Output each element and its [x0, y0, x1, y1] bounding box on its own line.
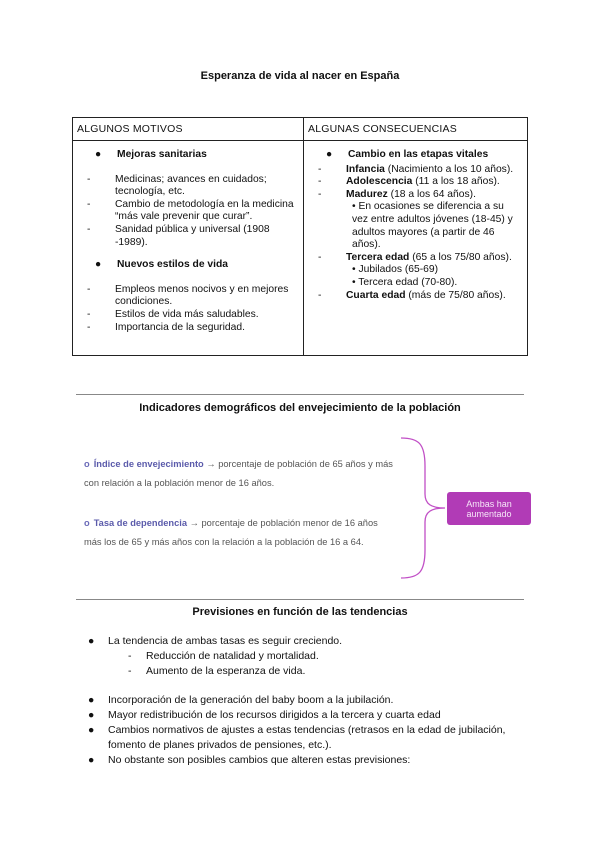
list-item: Cambio de metodología en la medicina “más vale prevenir que curar”.	[115, 198, 294, 223]
curly-brace-icon	[395, 436, 447, 580]
list-item: Tercera edad (65 a los 75/80 años).	[346, 251, 512, 263]
list-item: Madurez (18 a los 64 años).	[346, 188, 476, 200]
motives-table	[72, 117, 528, 356]
consecuencias-cell: ● Cambio en las etapas vitales - Infancia (Nacimiento a los 10 años). - Adolescencia (11 a los 18 años). - Madurez (18 a los 64 años). • En ocasiones se diferencia a su vez entre adultos jóvenes (18-45) y adultos mayores (a partir de 46 años). - Tercera edad (65 a los 75/80 años). • Jubilados (65-69) • Tercera edad (70-80). - Cuarta edad (más de 75/80 años).	[304, 141, 528, 356]
list-item: Infancia (Nacimiento a los 10 años).	[346, 163, 514, 175]
header-motivos: ALGUNOS MOTIVOS	[73, 118, 304, 141]
ambas-aumentado-badge: Ambas han aumentado	[447, 492, 531, 525]
motivos-cell: ● Mejoras sanitarias - Medicinas; avances en cuidados; tecnología, etc. - Cambio de metodología en la medicina “más vale prevenir que curar”. - Sanidad pública y universal (1908 -1989). ● Nuevos estilos de vida - Empleos menos nocivos y en mejores condiciones. - Estilos de vida más saludables. - Importancia de la seguridad.	[73, 141, 304, 356]
list-subitem: Aumento de la esperanza de vida.	[146, 665, 306, 677]
indicator-envejecimiento: o Índice de envejecimiento → porcentaje de población de 65 años y más con relación a la población menor de 16 años.	[84, 459, 393, 488]
list-item: Adolescencia (11 a los 18 años).	[346, 176, 500, 188]
bullet-icon: ●	[326, 149, 333, 160]
list-subitem: • Tercera edad (70-80).	[352, 276, 458, 288]
list-subitem: • En ocasiones se diferencia a su vez entre adultos jóvenes (18-45) y adultos mayores (a partir de 46 años).	[352, 201, 513, 251]
list-subitem: Reducción de natalidad y mortalidad.	[146, 650, 319, 662]
group-title: Mejoras sanitarias	[117, 149, 207, 160]
indicator-dependencia: o Tasa de dependencia → porcentaje de población menor de 16 años más los de 65 y más años con la relación a la población de 16 a 64.	[84, 518, 378, 547]
indicators-title: Indicadores demográficos del envejecimiento de la población	[139, 402, 461, 414]
divider	[76, 599, 524, 600]
list-item: Empleos menos nocivos y en mejores condiciones.	[115, 283, 289, 308]
list-item: Incorporación de la generación del baby boom a la jubilación.	[108, 694, 394, 706]
bullet-icon: ●	[88, 754, 95, 766]
header-consecuencias: ALGUNAS CONSECUENCIAS	[304, 118, 528, 141]
list-item: Cambios normativos de ajustes a estas tendencias (retrasos en la edad de jubilación, fomento de planes privados de pensiones, etc.).	[108, 724, 506, 751]
bullet-icon: ●	[88, 724, 95, 736]
group-title: Cambio en las etapas vitales	[348, 149, 489, 160]
circle-bullet-icon: o	[84, 518, 90, 528]
bullet-icon: ●	[88, 694, 95, 706]
list-item: Sanidad pública y universal (1908 -1989).	[115, 223, 270, 248]
bullet-icon: ●	[95, 259, 102, 271]
group-title: Nuevos estilos de vida	[117, 259, 229, 271]
bullet-icon: ●	[88, 635, 95, 647]
circle-bullet-icon: o	[84, 459, 90, 469]
list-item: Mayor redistribución de los recursos dirigidos a la tercera y cuarta edad	[108, 709, 441, 721]
list-item: No obstante son posibles cambios que alteren estas previsiones:	[108, 754, 411, 766]
list-subitem: • Jubilados (65-69)	[352, 264, 439, 276]
list-item: Medicinas; avances en cuidados; tecnología, etc.	[115, 173, 267, 198]
bullet-icon: ●	[95, 149, 102, 160]
divider	[76, 394, 524, 395]
previsiones-list: ● La tendencia de ambas tasas es seguir creciendo. - Reducción de natalidad y mortalidad. - Aumento de la esperanza de vida. ● Incorporación de la generación del baby boom a la jubilación. ● Mayor redistribución de los recursos dirigidos a la tercera y cuarta edad ● Cambios normativos de ajustes a estas tendencias (retrasos en la edad de jubilación, fomento de planes privados de pensiones, etc.). ● No obstante son posibles cambios que alteren estas previsiones:	[88, 634, 508, 768]
list-item: Estilos de vida más saludables.	[115, 308, 259, 320]
list-item: Importancia de la seguridad.	[115, 321, 245, 333]
list-item: Cuarta edad (más de 75/80 años).	[346, 289, 506, 301]
bullet-icon: ●	[88, 709, 95, 721]
previsiones-title: Previsiones en función de las tendencias	[192, 606, 408, 618]
list-item: La tendencia de ambas tasas es seguir creciendo.	[108, 635, 343, 647]
page-title: Esperanza de vida al nacer en España	[200, 70, 400, 82]
